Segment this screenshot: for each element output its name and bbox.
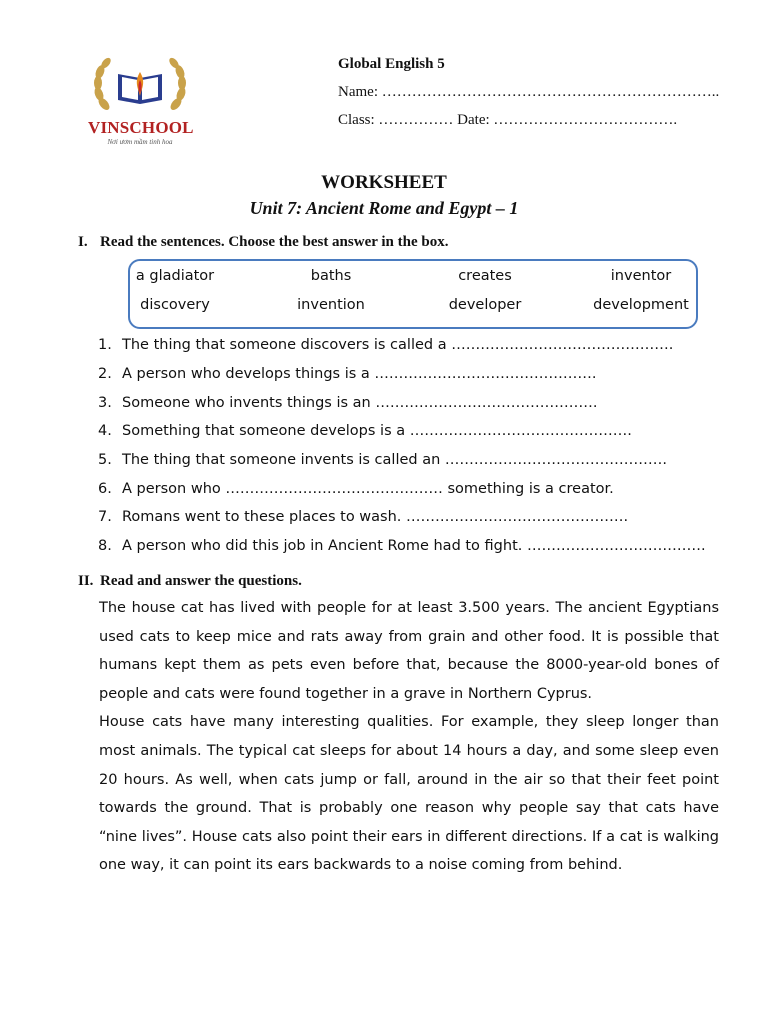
question-number: 5. [98, 452, 112, 468]
section-2-number: II. [78, 573, 94, 589]
name-field: Name: ………………………………………………………….. [338, 84, 720, 100]
question-item [98, 481, 614, 497]
question-text: A person who develops things is a ………………………………………. [122, 366, 597, 382]
word-box-item: developer [448, 297, 522, 313]
question-text: Romans went to these places to wash. ………………………………………. [122, 509, 629, 525]
word-box-item: baths [310, 268, 352, 284]
word-box-item: development [593, 297, 689, 313]
word-box-item: discovery [140, 297, 210, 313]
question-number: 4. [98, 423, 112, 439]
question-item [98, 423, 632, 439]
section-2-instruction: Read and answer the questions. [100, 573, 302, 589]
question-text: The thing that someone discovers is called a ………………………………………. [122, 337, 674, 353]
word-box-item: a gladiator [135, 268, 215, 284]
section-1-heading [78, 234, 448, 251]
section-2-heading [78, 573, 302, 590]
question-number: 2. [98, 366, 112, 382]
passage-paragraph: The house cat has lived with people for at least 3.500 years. The ancient Egyptians used cats to keep mice and rats away from grain and other food. It is possible that humans kept them as pets even before that, because the 8000-year-old bones of people and cats were found together in a grave in Northern Cyprus. [99, 600, 719, 702]
section-1-number: I. [78, 234, 88, 250]
question-item [98, 538, 706, 554]
question-item [98, 395, 597, 411]
word-box-item: invention [297, 297, 365, 313]
question-number: 1. [98, 337, 112, 353]
question-number: 7. [98, 509, 112, 525]
question-item [98, 337, 673, 353]
question-text: Something that someone develops is a ………………………………………. [122, 423, 632, 439]
class-date-field: Class: …………… Date: ………………………………. [338, 112, 678, 128]
passage-paragraph: House cats have many interesting qualities. For example, they sleep longer than most animals. The typical cat sleeps for about 14 hours a day, and some sleep even 20 hours. As well, when cats jump or fall, around in the air so that their feet point towards the ground. That is probably one reason why people say that cats have “nine lives”. House cats also point their ears in different directions. If a cat is walking one way, it can point its ears backwards to a noise coming from behind. [99, 714, 719, 874]
worksheet-title: WORKSHEET [321, 172, 447, 193]
question-number: 3. [98, 395, 112, 411]
section-1-instruction: Read the sentences. Choose the best answer in the box. [100, 234, 449, 250]
question-text: A person who ……………………………………… something is a creator. [122, 481, 614, 497]
vinschool-logo [88, 52, 192, 152]
question-text: The thing that someone invents is called an ………………………………………. [122, 452, 667, 468]
word-box-item: creates [458, 268, 512, 284]
course-title: Global English 5 [338, 56, 445, 72]
logo-slogan: Nơi ươm mầm tinh hoa [107, 138, 173, 146]
question-text: A person who did this job in Ancient Rome had to fight. ………………………………. [122, 538, 706, 554]
reading-passage [99, 594, 719, 880]
question-item [98, 452, 667, 468]
question-number: 8. [98, 538, 112, 554]
laurel-book-icon [88, 52, 192, 118]
question-number: 6. [98, 481, 112, 497]
question-item [98, 509, 628, 525]
unit-title: Unit 7: Ancient Rome and Egypt – 1 [249, 198, 519, 218]
question-text: Someone who invents things is an ………………………………………. [122, 395, 598, 411]
logo-wordmark: VINSCHOOL [88, 118, 194, 137]
word-box-item: inventor [610, 268, 672, 284]
question-item [98, 366, 597, 382]
